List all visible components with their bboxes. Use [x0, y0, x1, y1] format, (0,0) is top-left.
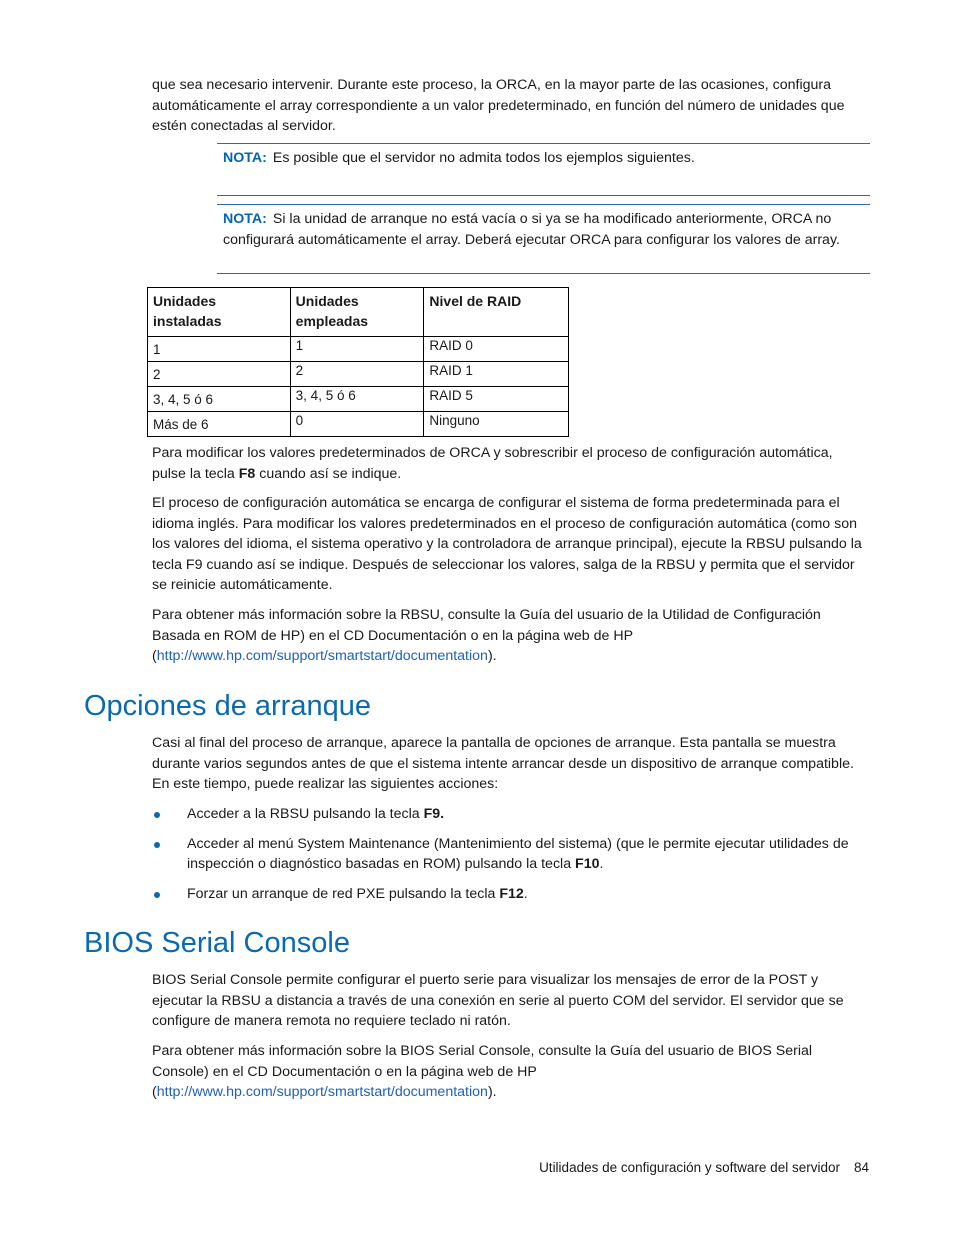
list-item-text: Acceder a la RBSU pulsando la tecla: [187, 806, 424, 822]
f8-key: F8: [238, 465, 256, 482]
note-box-1: [217, 143, 870, 196]
list-item: [152, 804, 852, 825]
list-item-key: F12: [499, 885, 524, 902]
raid-table: [147, 287, 569, 437]
table-row: [148, 337, 569, 362]
table-cell: Ninguno: [424, 412, 569, 437]
table-cell: 1: [148, 337, 291, 362]
bios-paragraph-2: [152, 1041, 870, 1103]
table-cell: RAID 5: [424, 387, 569, 412]
f8-text-after: cuando así se indique.: [255, 465, 402, 482]
table-row: [148, 362, 569, 387]
heading-boot-options: Opciones de arranque: [84, 690, 371, 722]
list-item-text: Forzar un arranque de red PXE pulsando la tecla: [187, 885, 500, 902]
note-label: NOTA:: [223, 211, 267, 227]
f8-text-before: Para modificar los valores predeterminados de ORCA y sobrescribir el proceso de configuración automática, pulse la tecla: [152, 445, 833, 482]
documentation-link[interactable]: http://www.hp.com/support/smartstart/documentation: [156, 648, 488, 665]
rbsu-info-paragraph: [152, 605, 870, 667]
list-item: [152, 884, 852, 905]
list-item-key: F10: [575, 856, 600, 873]
table-cell: 2: [148, 362, 291, 387]
heading-bios-serial-console: BIOS Serial Console: [84, 927, 350, 959]
table-cell: Más de 6: [148, 412, 291, 437]
table-cell: RAID 0: [424, 337, 569, 362]
bullet-icon: [154, 892, 160, 898]
f8-paragraph: [152, 443, 870, 484]
note-label: NOTA:: [223, 150, 267, 166]
table-cell: 1: [290, 337, 424, 362]
note-box-2: [217, 204, 870, 274]
header-used-drives: Unidades empleadas: [290, 288, 424, 337]
header-raid-level: Nivel de RAID: [424, 288, 569, 337]
page-footer: [539, 1158, 869, 1178]
boot-actions-list: [152, 804, 852, 913]
note-text: Si la unidad de arranque no está vacía o si ya se ha modificado anteriormente, ORCA no configurará automáticamente el array. Deberá ejecutar ORCA para configurar los valores de array.: [223, 211, 840, 248]
table-cell: 0: [290, 412, 424, 437]
list-item: [152, 834, 852, 875]
bullet-icon: [154, 842, 160, 848]
table-row: [148, 412, 569, 437]
list-item-text-after: .: [523, 885, 528, 902]
list-item-text: Acceder al menú System Maintenance (Mantenimiento del sistema) (que le permite ejecutar utilidades de inspección o diagnóstico basadas en ROM) pulsando la tecla: [187, 835, 849, 873]
table-row: [148, 387, 569, 412]
footer-title: Utilidades de configuración y software del servidor: [539, 1160, 840, 1175]
table-cell: 3, 4, 5 ó 6: [148, 387, 291, 412]
table-cell: RAID 1: [424, 362, 569, 387]
note-text: Es posible que el servidor no admita todos los ejemplos siguientes.: [272, 150, 695, 166]
bullet-icon: [154, 812, 160, 818]
bios-text-before: Para obtener más información sobre la BIOS Serial Console, consulte la Guía del usuario de BIOS Serial Console) en el CD Documentación o en la página web de HP (: [152, 1043, 813, 1101]
bios-paragraph-1: BIOS Serial Console permite configurar el puerto serie para visualizar los mensajes de error de la POST y ejecutar la RBSU a distancia a través de una conexión en serie al puerto COM del servidor. El servidor que se configure de manera remota no requiere teclado ni ratón.: [152, 972, 844, 1030]
boot-intro-paragraph: Casi al final del proceso de arranque, aparece la pantalla de opciones de arranque. Esta pantalla se muestra durante varios segundos antes de que el sistema intente arrancar desde un dispositivo de arranque compatible. En este tiempo, puede realizar las siguientes acciones:: [152, 735, 854, 793]
rbsu-text-after: ).: [487, 648, 497, 665]
table-cell: 3, 4, 5 ó 6: [290, 387, 424, 412]
rbsu-text-before: Para obtener más información sobre la RBSU, consulte la Guía del usuario de la Utilidad de Configuración Basada en ROM de HP) en el CD Documentación o en la página web de HP (: [152, 607, 821, 665]
bios-text-after: ).: [487, 1084, 497, 1101]
table-cell: 2: [290, 362, 424, 387]
table-header-row: [148, 288, 569, 337]
bios-documentation-link[interactable]: http://www.hp.com/support/smartstart/documentation: [156, 1084, 488, 1101]
auto-config-paragraph: El proceso de configuración automática se encarga de configurar el sistema de forma predeterminada para el idioma inglés. Para modificar los valores predeterminados en el proceso de configuración automática (como son los valores del idioma, el sistema operativo y la controladora de arranque principal), ejecute la RBSU pulsando la tecla F9 cuando así se indique. Después de seleccionar los valores, salga de la RBSU y permita que el servidor se reinicie automáticamente.: [152, 495, 862, 594]
list-item-key: F9.: [423, 806, 445, 822]
list-item-text-after: .: [599, 856, 604, 873]
page-number: 84: [853, 1160, 869, 1175]
header-installed-drives: Unidades instaladas: [148, 288, 291, 337]
intro-paragraph: que sea necesario intervenir. Durante este proceso, la ORCA, en la mayor parte de las ocasiones, configura automáticamente el array correspondiente a un valor predeterminado, en función del número de unidades que estén conectadas al servidor.: [152, 77, 845, 135]
